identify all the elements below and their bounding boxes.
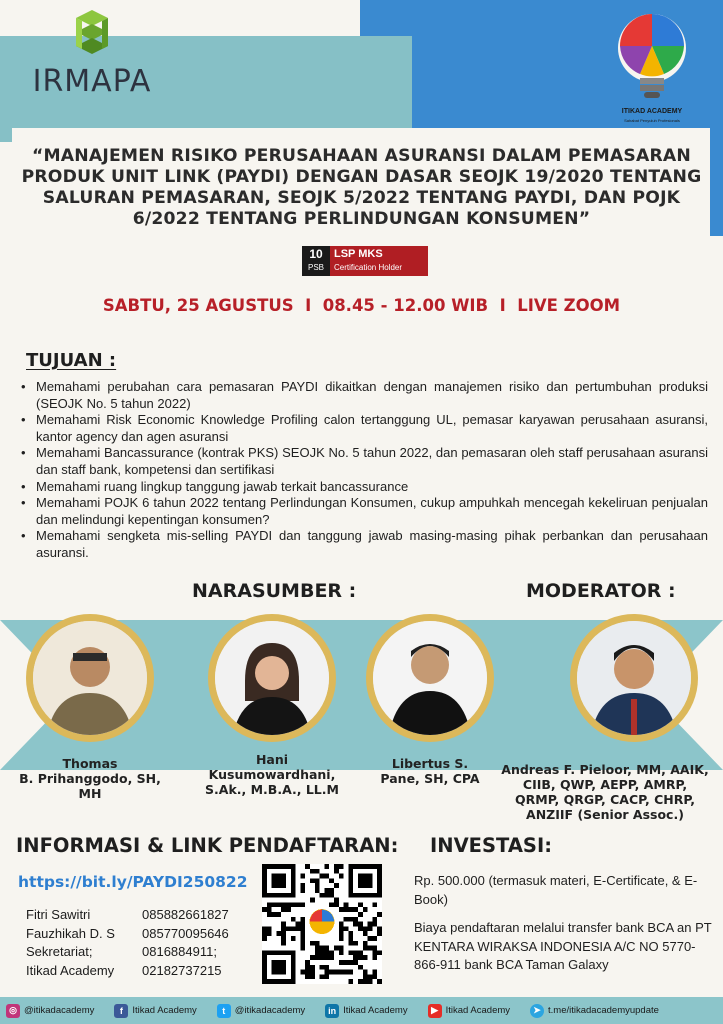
investasi-price: Rp. 500.000 (termasuk materi, E-Certificate, & E-Book) [414, 873, 698, 907]
footer-social-item[interactable] [6, 1004, 94, 1018]
footer-social-item[interactable] [114, 1004, 196, 1018]
investasi-heading: INVESTASI: [430, 834, 553, 857]
event-title: “MANAJEMEN RISIKO PERUSAHAAN ASURANSI DALAM PEMASARAN PRODUK UNIT LINK (PAYDI) DENGAN DASAR SEOJK 19/2020 TENTANG SALURAN PEMASARAN, SEOJK 5/2022 TENTANG PAYDI, DAN POJK 6/2022 TENTANG PERLINDUNGAN KONSUMEN” [21, 146, 702, 229]
footer-social-item[interactable] [530, 1004, 659, 1018]
contact-row [26, 906, 229, 925]
certification-badge [302, 246, 428, 276]
registration-qr-code[interactable] [262, 864, 382, 984]
tujuan-item-text: Memahami Risk Economic Knowledge Profiling calon tertanggung UL, pemasar karyawan perusahaan asuransi, kantor agency dan agen asuransi [36, 412, 708, 444]
investasi-transfer: Biaya pendaftaran melalui transfer bank BCA an PT KENTARA WIRAKSA INDONESIA A/C NO 5770-866-911 bank BCA Taman Galaxy [414, 920, 712, 972]
investasi-details [414, 872, 714, 985]
speaker-photo-frame [208, 614, 336, 742]
list-item: • Memahami POJK 6 tahun 2022 tentang Perlindungan Konsumen, cukup ampuhkah mencegah kekeliruan penjualan dan melindungi kepentingan konsumen? [21, 495, 708, 527]
speaker-card [16, 614, 164, 801]
telegram-icon: ➤ [530, 1004, 544, 1018]
moderator-photo-frame [570, 614, 698, 742]
footer-social-item[interactable] [217, 1004, 305, 1018]
itikad-logo-subtext: Sahabat Penyuluh Profesionals [624, 118, 680, 123]
tujuan-item-text: Memahami sengketa mis-selling PAYDI dan tanggung jawab masing-masing pihak perbankan dan perusahaan asuransi. [36, 528, 708, 560]
contact-name: Fauzhikah D. S [26, 925, 115, 941]
contact-name: Sekretariat; [26, 944, 93, 960]
speaker-photo [215, 621, 329, 735]
speaker-photo [373, 621, 487, 735]
contact-name: Fitri Sawitri [26, 907, 91, 922]
badge-unit: PSB [307, 263, 324, 272]
speaker-photo-frame [366, 614, 494, 742]
moderator-name: Andreas F. Pieloor, MM, AAIK, CIIB, QWP, AEPP, AMRP, QRMP, QRGP, CACP, CHRP, ANZIIF (Senior Assoc.) [501, 762, 709, 822]
list-item: • Memahami Bancassurance (kontrak PKS) SEOJK No. 5 tahun 2022, dan pemasaran oleh staff perusahaan asuransi dan staff bank, kompetensi dan sertifikasi [21, 445, 708, 477]
speaker-name: Hani Kusumowardhani, S.Ak., M.B.A., LL.M [205, 752, 339, 797]
irmapa-logo [22, 6, 162, 102]
contact-row [26, 943, 229, 962]
registration-heading: INFORMASI & LINK PENDAFTARAN: [16, 834, 399, 857]
speaker-name: Thomas B. Prihanggodo, SH, MH [19, 756, 161, 801]
contact-phone: 085882661827 [142, 907, 229, 922]
list-item: • Memahami perubahan cara pemasaran PAYDI dikaitkan dengan manajemen risiko dan pertumbuhan produksi (SEOJK No. 5 tahun 2022) [21, 379, 708, 411]
contact-row [26, 925, 229, 944]
contact-phone: 085770095646 [142, 925, 229, 941]
puzzle-bulb-icon [604, 8, 700, 108]
youtube-icon: ▶ [428, 1004, 442, 1018]
speaker-photo-frame [26, 614, 154, 742]
speaker-name: Libertus S. Pane, SH, CPA [380, 756, 480, 786]
tujuan-item-text: Memahami POJK 6 tahun 2022 tentang Perlindungan Konsumen, cukup ampuhkah mencegah kekeliruan penjualan dan melindungi kepentingan konsumen? [36, 495, 708, 527]
tujuan-list [18, 379, 708, 562]
list-item: • Memahami ruang lingkup tanggung jawab terkait bancassurance [21, 478, 409, 494]
tujuan-heading: TUJUAN : [26, 350, 117, 371]
contact-phone: 0816884911; [142, 944, 217, 960]
speaker-card [198, 614, 346, 797]
contact-phone: 02182737215 [142, 962, 222, 978]
badge-subtitle: Certification Holder [334, 263, 403, 272]
badge-label-box [330, 246, 428, 276]
speaker-card [356, 614, 504, 786]
moderator-heading: MODERATOR : [526, 580, 676, 602]
badge-title: LSP MKS [334, 248, 383, 260]
narasumber-heading: NARASUMBER : [192, 580, 357, 602]
twitter-icon: t [217, 1004, 231, 1018]
contact-list [26, 906, 229, 980]
tujuan-item-text: Memahami ruang lingkup tanggung jawab terkait bancassurance [36, 478, 409, 494]
moderator-card [560, 614, 708, 742]
instagram-icon: ◎ [6, 1004, 20, 1018]
badge-number-box [302, 246, 330, 276]
speaker-photo [33, 621, 147, 735]
contact-row [26, 962, 229, 981]
footer-social-text: Itikad Academy [445, 1005, 511, 1016]
itikad-logo-text: ITIKAD ACADEMY [621, 108, 683, 115]
social-footer [0, 997, 723, 1024]
contact-name: Itikad Academy [26, 962, 115, 978]
facebook-icon: f [114, 1004, 128, 1018]
event-schedule: SABTU, 25 AGUSTUS I 08.45 - 12.00 WIB I LIVE ZOOM [102, 296, 621, 315]
irmapa-logo-mark-icon [22, 6, 162, 64]
footer-social-text: t.me/itikadacademyupdate [548, 1005, 659, 1016]
tujuan-item-text: Memahami perubahan cara pemasaran PAYDI dikaitkan dengan manajemen risiko dan pertumbuhan produksi (SEOJK No. 5 tahun 2022) [36, 379, 708, 411]
footer-social-item[interactable] [325, 1004, 407, 1018]
list-item: • Memahami sengketa mis-selling PAYDI dan tanggung jawab masing-masing pihak perbankan dan perusahaan asuransi. [21, 528, 708, 560]
tujuan-item-text: Memahami Bancassurance (kontrak PKS) SEOJK No. 5 tahun 2022, dan pemasaran oleh staff perusahaan asuransi dan staff bank, kompetensi dan sertifikasi [36, 445, 708, 477]
itikad-academy-logo [604, 8, 700, 126]
list-item: • Memahami Risk Economic Knowledge Profiling calon tertanggung UL, pemasar karyawan perusahaan asuransi, kantor agency dan agen asuransi [21, 412, 708, 444]
badge-number: 10 [309, 247, 323, 261]
footer-social-text: Itikad Academy [343, 1005, 408, 1016]
moderator-photo [577, 621, 691, 735]
irmapa-logo-text: IRMAPA [32, 64, 152, 99]
footer-social-text: Itikad Academy [132, 1005, 197, 1016]
footer-social-text: @itikadacademy [234, 1005, 306, 1016]
qr-code-icon [262, 864, 382, 984]
footer-social-item[interactable] [428, 1004, 510, 1018]
linkedin-icon: in [325, 1004, 339, 1018]
footer-social-text: @itikadacademy [24, 1005, 95, 1016]
registration-link[interactable]: https://bit.ly/PAYDI250822 [18, 873, 248, 891]
